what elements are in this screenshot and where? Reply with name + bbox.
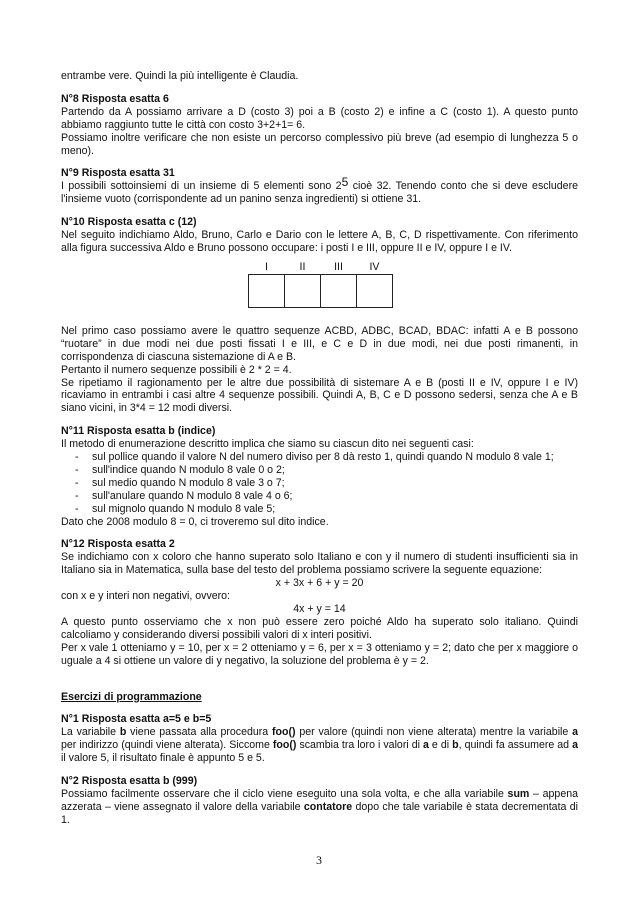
q12-heading: N°12 Risposta esatta 2 xyxy=(61,538,175,551)
list-item: - sull'anulare quando N modulo 8 vale 4 o 6; xyxy=(75,490,578,503)
seat-box-4 xyxy=(357,274,393,307)
text-run: per indirizzo (quindi viene alterata). Siccome xyxy=(61,739,273,752)
bold-term: contatore xyxy=(303,800,353,813)
list-item: - sull'indice quando N modulo 8 vale 0 o 2; xyxy=(75,464,578,477)
prog1-paragraph xyxy=(61,726,578,765)
prog1-heading: N°1 Risposta esatta a=5 e b=5 xyxy=(61,713,212,726)
q9-paragraph xyxy=(61,175,578,206)
list-item: - sul medio quando N modulo 8 vale 3 o 7; xyxy=(75,477,578,490)
list-item: - sul mignolo quando N modulo 8 vale 5; xyxy=(75,503,578,516)
q8-paragraph-2: Possiamo inoltre verificare che non esiste un percorso complessivo più breve (ad esempio di lunghezza 5 o meno). xyxy=(61,131,578,157)
q12-paragraph-3: A questo punto osserviamo che x non può essere zero poiché Aldo ha superato solo italiano. Quindi calcoliamo y considerando diversi possibili valori di x interi positivi. xyxy=(61,615,578,641)
bold-term: a xyxy=(572,726,578,739)
q10-paragraph-2: Nel primo caso possiamo avere le quattro sequenze ACBD, ADBC, BCAD, BDAC: infatti A e B possono “ruotare” in due modi nei due posti fissati I e III, e C e D in due modi, nei due posti rimanenti, in corrispondenza di ciascuna sistemazione di A e B. xyxy=(61,324,578,363)
bold-term: a xyxy=(423,739,429,752)
bold-term: b xyxy=(452,739,459,752)
bold-term: foo() xyxy=(272,739,297,752)
text-run: , quindi fa assumere ad xyxy=(458,739,573,752)
text-run: dopo che tale variabile è stata decrementata di 1. xyxy=(61,800,578,826)
q12-equation-2: 4x + y = 14 xyxy=(293,603,346,615)
q12-paragraph-1: Se indichiamo con x coloro che hanno superato solo Italiano e con y il numero di studenti insufficienti sia in Italiano sia in Matematica, sulla base del testo del problema possiamo scrivere la seguente equazione: xyxy=(61,551,578,577)
page-number: 3 xyxy=(316,853,322,867)
q12-paragraph-4: Per x vale 1 otteniamo y = 10, per x = 2 otteniamo y = 6, per x = 3 otteniamo y = 2; dato che per x maggiore o uguale a 4 si ottiene un valore di y negativo, la soluzione del problema è y = 2. xyxy=(61,641,578,667)
q12-equation-1: x + 3x + 6 + y = 20 xyxy=(275,577,364,590)
q8-heading: N°8 Risposta esatta 6 xyxy=(61,92,169,105)
seat-label-3: III xyxy=(334,260,343,273)
text-run: scambia tra loro i valori di xyxy=(296,739,423,752)
list-item: - sul pollice quando il valore N del numero diviso per 8 dà resto 1, quindi quando N modulo 8 vale 1; xyxy=(75,451,578,464)
text-run: Possiamo facilmente osservare che il ciclo viene eseguito una sola volta, e che alla variabile xyxy=(61,787,508,800)
text-run: e di xyxy=(428,739,453,752)
seat-box-2 xyxy=(285,274,321,307)
prog2-heading: N°2 Risposta esatta b (999) xyxy=(61,775,198,788)
q10-paragraph-4: Se ripetiamo il ragionamento per le altre due possibilità di sistemare A e B (posti II e IV, oppure I e IV) ricaviamo in entrambi i casi altre 4 sequenze possibili. Quindi A, B, C e D possono sedersi, senza che A e B siano vicini, in 3*4 = 12 modi diversi. xyxy=(61,376,578,415)
seat-box-3 xyxy=(321,274,357,307)
q8-paragraph-1: Partendo da A possiamo arrivare a D (costo 3) poi a B (costo 2) e infine a C (costo 1). A questo punto abbiamo raggiunto tutte le città con costo 3+2+1= 6. xyxy=(61,105,578,131)
q11-heading: N°11 Risposta esatta b (indice) xyxy=(61,425,216,438)
q9-text-a: I possibili sottoinsiemi di un insieme di 5 elementi sono 2 xyxy=(61,180,342,193)
q10-paragraph-3: Pertanto il numero sequenze possibili è 2 * 2 = 4. xyxy=(61,363,292,376)
seat-label-4: IV xyxy=(369,260,380,273)
text-run: viene passata alla procedura xyxy=(126,726,272,739)
text-run: per valore (quindi non viene alterata) mentre la variabile xyxy=(295,726,573,739)
q10-heading: N°10 Risposta esatta c (12) xyxy=(61,216,197,229)
q11-paragraph-2: Dato che 2008 modulo 8 = 0, ci troveremo sul dito indice. xyxy=(61,515,329,528)
bold-term: a xyxy=(572,739,578,752)
q9-text-b: cioè 32. Tenendo conto che si deve escludere l'insieme vuoto (corrispondente ad un panino senza ingredienti) si ottiene 31. xyxy=(61,180,578,206)
bold-term: b xyxy=(119,726,127,739)
q11-list xyxy=(61,451,578,516)
q12-paragraph-2: con x e y interi non negativi, ovvero: xyxy=(61,590,231,603)
text-run: La variabile xyxy=(61,726,120,739)
q9-exponent: 5 xyxy=(341,175,349,190)
section-title: Esercizi di programmazione xyxy=(61,690,202,703)
q11-paragraph-1: Il metodo di enumerazione descritto implica che siamo su ciascun dito nei seguenti casi: xyxy=(61,438,474,451)
intro-text: entrambe vere. Quindi la più intelligente è Claudia. xyxy=(61,70,299,82)
bold-term: foo() xyxy=(272,726,296,739)
document-body xyxy=(61,70,578,827)
text-run: – appena azzerata – viene assegnato il valore della variabile xyxy=(61,787,578,813)
q9-heading: N°9 Risposta esatta 31 xyxy=(61,167,175,180)
seats-figure xyxy=(248,261,393,308)
q10-paragraph-1: Nel seguito indichiamo Aldo, Bruno, Carlo e Dario con le lettere A, B, C, D rispettivamente. Con riferimento alla figura successiva Aldo e Bruno possono occupare: i posti I e III, oppure II e IV, oppure I e IV. xyxy=(61,229,578,254)
prog2-paragraph xyxy=(61,788,578,827)
text-run: il valore 5, il risultato finale è appunto 5 e 5. xyxy=(61,752,265,765)
seat-box-1 xyxy=(249,274,285,307)
seat-label-1: I xyxy=(265,260,268,273)
bold-term: sum xyxy=(507,787,530,800)
seat-label-2: II xyxy=(299,260,306,273)
